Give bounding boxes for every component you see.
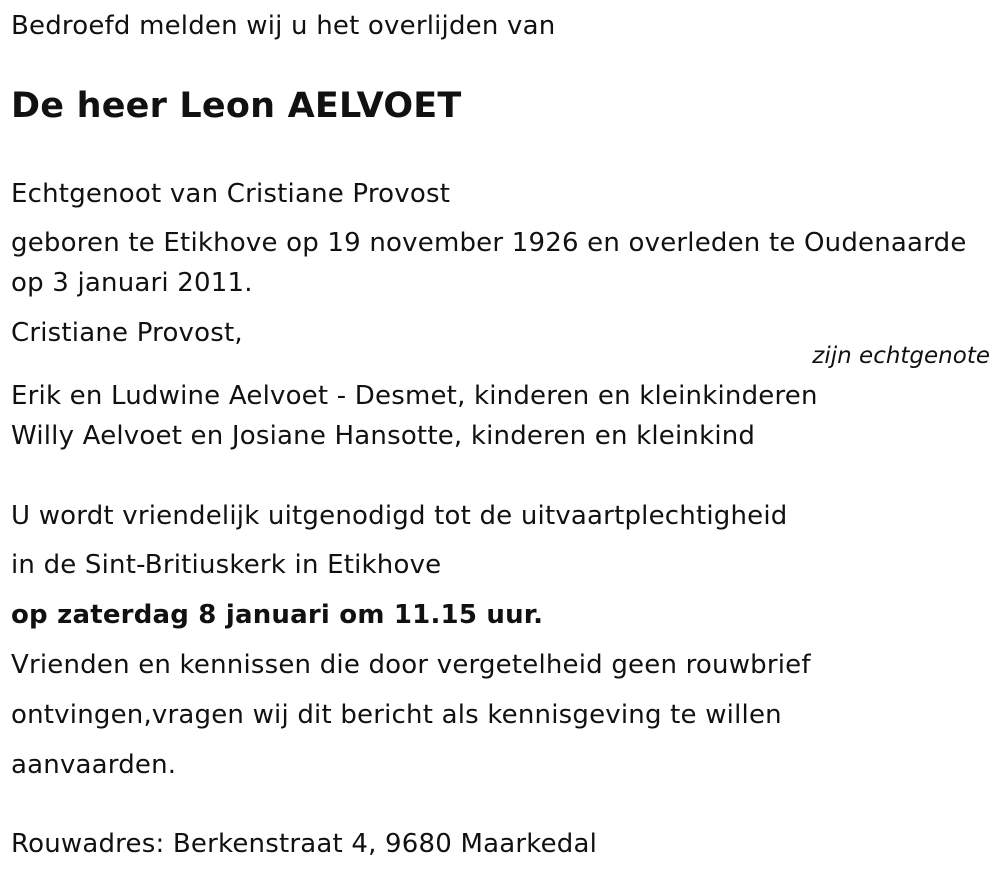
mourning-address: Rouwadres: Berkenstraat 4, 9680 Maarkedal	[11, 829, 598, 859]
closing-line-2: ontvingen,vragen wij dit bericht als kennisgeving te willen	[11, 700, 782, 730]
family-line-2: Willy Aelvoet en Josiane Hansotte, kinderen en kleinkind	[11, 421, 756, 451]
closing-line-1: Vrienden en kennissen die door vergetelheid geen rouwbrief	[11, 650, 811, 680]
deceased-name: De heer Leon AELVOET	[11, 86, 462, 126]
birth-death-line-1: geboren te Etikhove op 19 november 1926 en overleden te Oudenaarde	[11, 228, 967, 258]
birth-death-line-2: op 3 januari 2011.	[11, 268, 253, 298]
funeral-invitation: U wordt vriendelijk uitgenodigd tot de uitvaartplechtigheid	[11, 501, 788, 531]
intro-text: Bedroefd melden wij u het overlijden van	[11, 11, 556, 41]
funeral-location: in de Sint-Britiuskerk in Etikhove	[11, 550, 442, 580]
family-line-1: Erik en Ludwine Aelvoet - Desmet, kinderen en kleinkinderen	[11, 381, 818, 411]
spouse-mourner-role: zijn echtgenote	[812, 343, 990, 369]
spouse-line: Echtgenoot van Cristiane Provost	[11, 179, 451, 209]
funeral-datetime: op zaterdag 8 januari om 11.15 uur.	[11, 600, 544, 630]
spouse-mourner-name: Cristiane Provost,	[11, 318, 243, 348]
closing-line-3: aanvaarden.	[11, 750, 177, 780]
